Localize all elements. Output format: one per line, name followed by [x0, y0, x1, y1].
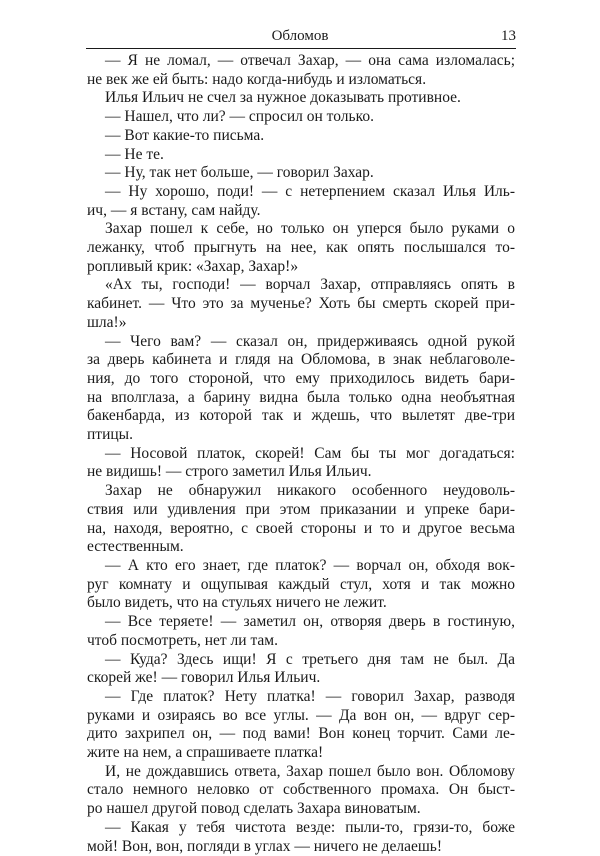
text-line: бакенбарда, из которой так и ждешь, что вылетят две-три: [87, 407, 515, 425]
text-line: чтоб посмотреть, нет ли там.: [87, 631, 278, 649]
header-rule: [86, 48, 516, 49]
text-line: — А кто его знает, где платок? — ворчал он, обходя вок-: [105, 556, 515, 574]
text-line: ро нашел другой повод сделать Захара виноватым.: [87, 800, 421, 818]
text-line: — Нашел, что ли? — спросил он только.: [105, 108, 374, 126]
text-line: руками и озираясь во все углы. — Да вон он, — вдруг сер-: [87, 706, 515, 724]
text-line: И, не дождавшись ответа, Захар пошел было вон. Обломову: [105, 762, 515, 780]
text-line: не век же ей быть: надо когда-нибудь и изломаться.: [87, 70, 427, 88]
paragraph: [87, 445, 515, 482]
text-line: птицы.: [87, 426, 133, 444]
text-line: за дверь кабинета и глядя на Обломова, в знак неблаговоле-: [87, 351, 515, 369]
paragraph: [87, 333, 515, 445]
paragraph: [87, 819, 515, 856]
paragraph: [87, 763, 515, 819]
text-line: «Ах ты, господи! — ворчал Захар, отправляясь опять в: [105, 276, 515, 294]
page-number: 13: [501, 28, 516, 44]
paragraph: [87, 220, 515, 276]
text-line: — Вот какие-то письма.: [105, 126, 265, 144]
text-line: — Чего вам? — сказал он, придерживаясь одной рукой: [105, 332, 515, 350]
text-line: ич, — я встану, сам найду.: [87, 201, 261, 219]
text-line: Захар пошел к себе, но только он уперся было руками о: [105, 220, 515, 238]
text-line: ствия или удивления при этом приказании и упреке бари-: [87, 500, 515, 518]
paragraph: [87, 127, 515, 146]
text-line: мой! Вон, вон, погляди в углах — ничего не делаешь!: [87, 837, 443, 855]
paragraph: [87, 688, 515, 763]
paragraph: [87, 52, 515, 89]
text-line: на вполглаза, а барину видна была только одна необъятная: [87, 388, 515, 406]
paragraph: [87, 164, 515, 183]
text-line: скорей же! — говорил Илья Ильич.: [87, 669, 321, 687]
paragraph: [87, 613, 515, 650]
paragraph: [87, 276, 515, 332]
text-line: — Я не ломал, — отвечал Захар, — она сама изломалась;: [105, 52, 515, 69]
text-line: — Какая у тебя чистота везде: пыли-то, грязи-то, боже: [105, 818, 515, 836]
text-line: — Ну, так нет больше, — говорил Захар.: [105, 164, 374, 182]
paragraph: [87, 89, 515, 108]
running-title: Обломов: [271, 28, 329, 44]
text-line: жите на нем, а спрашиваете платка!: [87, 744, 324, 762]
paragraph: [87, 557, 515, 613]
paragraph: [87, 108, 515, 127]
body-text: [87, 52, 515, 856]
text-line: Илья Ильич не счел за нужное доказывать противное.: [105, 89, 461, 107]
text-line: естественным.: [87, 538, 184, 556]
text-line: на, находя, вероятно, с своей стороны и то и другое весьма: [87, 519, 515, 537]
text-line: — Ну хорошо, поди! — с нетерпением сказал Илья Иль-: [105, 182, 515, 200]
running-header: [84, 26, 516, 46]
text-line: стало немного неловко от собственного промаха. Он быст-: [87, 781, 515, 799]
text-line: руг комнату и ощупывая каждый стул, хотя и так можно: [87, 575, 515, 593]
text-line: Захар не обнаружил никакого особенного неудоволь-: [105, 482, 515, 500]
text-line: дито захрипел он, — под вами! Вон конец торчит. Сами ле-: [87, 725, 515, 743]
text-line: ния, до того стороной, что ему приходилось видеть бари-: [87, 369, 515, 387]
paragraph: [87, 183, 515, 220]
text-line: шла!»: [87, 313, 127, 331]
text-line: — Куда? Здесь ищи! Я с третьего дня там не был. Да: [105, 650, 515, 668]
text-line: было видеть, что на стульях ничего не лежит.: [87, 594, 387, 612]
text-line: — Где платок? Нету платка! — говорил Захар, разводя: [105, 687, 515, 705]
paragraph: [87, 482, 515, 557]
text-line: ропливый крик: «Захар, Захар!»: [87, 257, 299, 275]
paragraph: [87, 651, 515, 688]
text-line: — Не те.: [105, 145, 164, 163]
paragraph: [87, 146, 515, 165]
text-line: не видишь! — строго заметил Илья Ильич.: [87, 463, 372, 481]
text-line: — Носовой платок, скорей! Сам бы ты мог догадаться:: [105, 444, 515, 462]
text-line: — Все теряете! — заметил он, отворяя дверь в гостиную,: [105, 613, 515, 631]
text-line: кабинет. — Что это за мученье? Хоть бы смерть скорей при-: [87, 295, 515, 313]
text-line: лежанку, чтоб прыгнуть на нее, как опять послышался то-: [87, 239, 515, 257]
